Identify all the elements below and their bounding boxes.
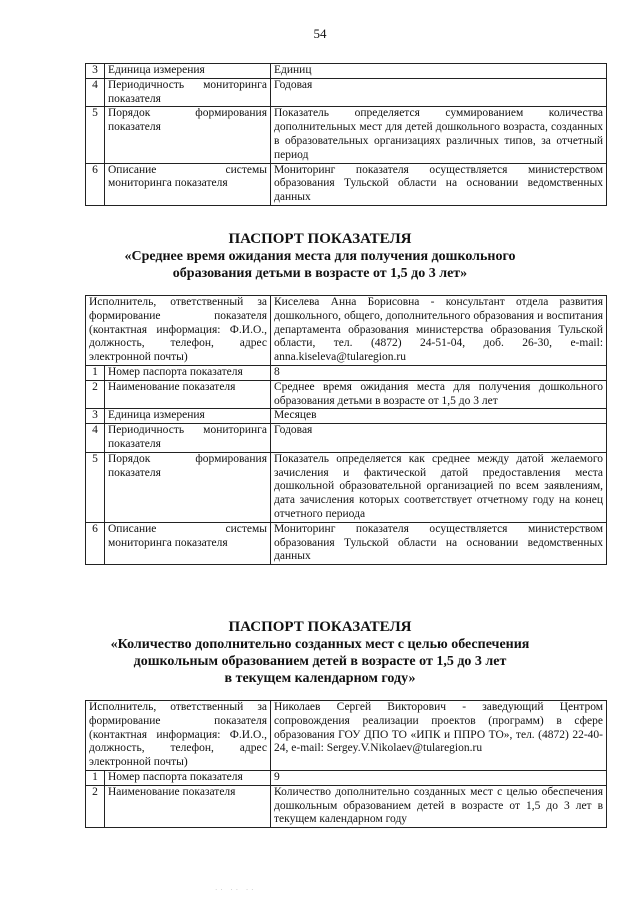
row-number: 5 [86, 452, 105, 522]
row-label: Номер паспорта показателя [105, 365, 271, 380]
row-number: 4 [86, 424, 105, 453]
table-row [86, 785, 607, 827]
row-value: Количество дополнительно созданных мест с целью обеспечения дошкольным образованием детей в возрасте от 1,5 до 3 лет в текущем календарном году [271, 785, 607, 827]
row-label: Описание системы мониторинга показателя [105, 522, 271, 564]
passport-heading-2 [0, 230, 640, 282]
table-row [86, 424, 607, 453]
table-row [86, 522, 607, 564]
passport-subtitle-line: «Среднее время ожидания места для получения дошкольного [124, 249, 516, 264]
row-number: 5 [86, 107, 105, 163]
row-value: Годовая [271, 78, 607, 107]
passport-heading-3 [0, 618, 640, 687]
row-number: 2 [86, 785, 105, 827]
row-label: Единица измерения [105, 64, 271, 79]
row-label: Периодичность мониторинга показателя [105, 78, 271, 107]
row-label: Периодичность мониторинга показателя [105, 424, 271, 453]
table-row [86, 380, 607, 409]
page-number: 54 [313, 26, 327, 41]
table-row [86, 64, 607, 79]
table-row [86, 770, 607, 785]
table-row [86, 78, 607, 107]
row-number: 3 [86, 409, 105, 424]
executor-label: Исполнитель, ответственный за формирование показателя (контактная информация: Ф.И.О., должность, телефон, адрес электронной почты) [86, 701, 271, 771]
row-value: 9 [271, 770, 607, 785]
executor-row [86, 701, 607, 771]
row-label: Порядок формирования показателя [105, 107, 271, 163]
table-row [86, 409, 607, 424]
executor-value: Николаев Сергей Викторович - заведующий Центром сопровождения реализации проектов (программ) в сфере образования ГОУ ДПО ТО «ИПК и ППРО ТО», тел. (4872) 22-40-24, e-mail: Sergey.V.Nikolaev@tularegion.ru [271, 701, 607, 771]
row-value: Годовая [271, 424, 607, 453]
executor-row [86, 296, 607, 366]
row-label: Наименование показателя [105, 785, 271, 827]
row-value: Показатель определяется как среднее между датой желаемого зачисления и фактической датой предоставления места дошкольной образовательной организацией по всем заявлениям, дата зачисления которых соответствует отчетному году на конец отчетного периода [271, 452, 607, 522]
passport-table-2 [85, 295, 607, 565]
row-number: 6 [86, 522, 105, 564]
row-label: Описание системы мониторинга показателя [105, 163, 271, 205]
row-value: Показатель определяется суммированием количества дополнительных мест для детей дошкольного возраста, созданных в образовательных организациях различных типов, за отчетный период [271, 107, 607, 163]
row-label: Порядок формирования показателя [105, 452, 271, 522]
executor-label: Исполнитель, ответственный за формирование показателя (контактная информация: Ф.И.О., должность, телефон, адрес электронной почты) [86, 296, 271, 366]
row-value: Мониторинг показателя осуществляется министерством образования Тульской области на основании ведомственных данных [271, 163, 607, 205]
row-value: Единиц [271, 64, 607, 79]
indicator-table-continued [85, 63, 607, 206]
row-value: Мониторинг показателя осуществляется министерством образования Тульской области на основании ведомственных данных [271, 522, 607, 564]
passport-subtitle-line: «Количество дополнительно созданных мест с целью обеспечения [110, 637, 530, 652]
scan-artifacts: ·· ·· ·· [215, 886, 257, 894]
row-value: Месяцев [271, 409, 607, 424]
row-value: Среднее время ожидания места для получения дошкольного образования детьми в возрасте от 1,5 до 3 лет [271, 380, 607, 409]
passport-subtitle-line: образования детьми в возрасте от 1,5 до 3 лет» [172, 266, 468, 281]
row-number: 1 [86, 365, 105, 380]
row-number: 3 [86, 64, 105, 79]
passport-title: ПАСПОРТ ПОКАЗАТЕЛЯ [228, 231, 412, 247]
passport-subtitle-line: дошкольным образованием детей в возрасте от 1,5 до 3 лет [133, 654, 507, 669]
row-number: 6 [86, 163, 105, 205]
row-number: 2 [86, 380, 105, 409]
row-label: Наименование показателя [105, 380, 271, 409]
table-row [86, 452, 607, 522]
row-number: 4 [86, 78, 105, 107]
passport-table-3 [85, 700, 607, 828]
table-row [86, 365, 607, 380]
executor-value: Киселева Анна Борисовна - консультант отдела развития дошкольного, общего, дополнительного образования и воспитания департамента образования министерства образования Тульской области, тел. (4872) 24-51-04, доб. 26-30, e-mail: anna.kiseleva@tularegion.ru [271, 296, 607, 366]
row-number: 1 [86, 770, 105, 785]
row-value: 8 [271, 365, 607, 380]
passport-title: ПАСПОРТ ПОКАЗАТЕЛЯ [228, 619, 412, 635]
row-label: Единица измерения [105, 409, 271, 424]
passport-subtitle-line: в текущем календарном году» [224, 671, 416, 686]
row-label: Номер паспорта показателя [105, 770, 271, 785]
table-row [86, 163, 607, 205]
table-row [86, 107, 607, 163]
